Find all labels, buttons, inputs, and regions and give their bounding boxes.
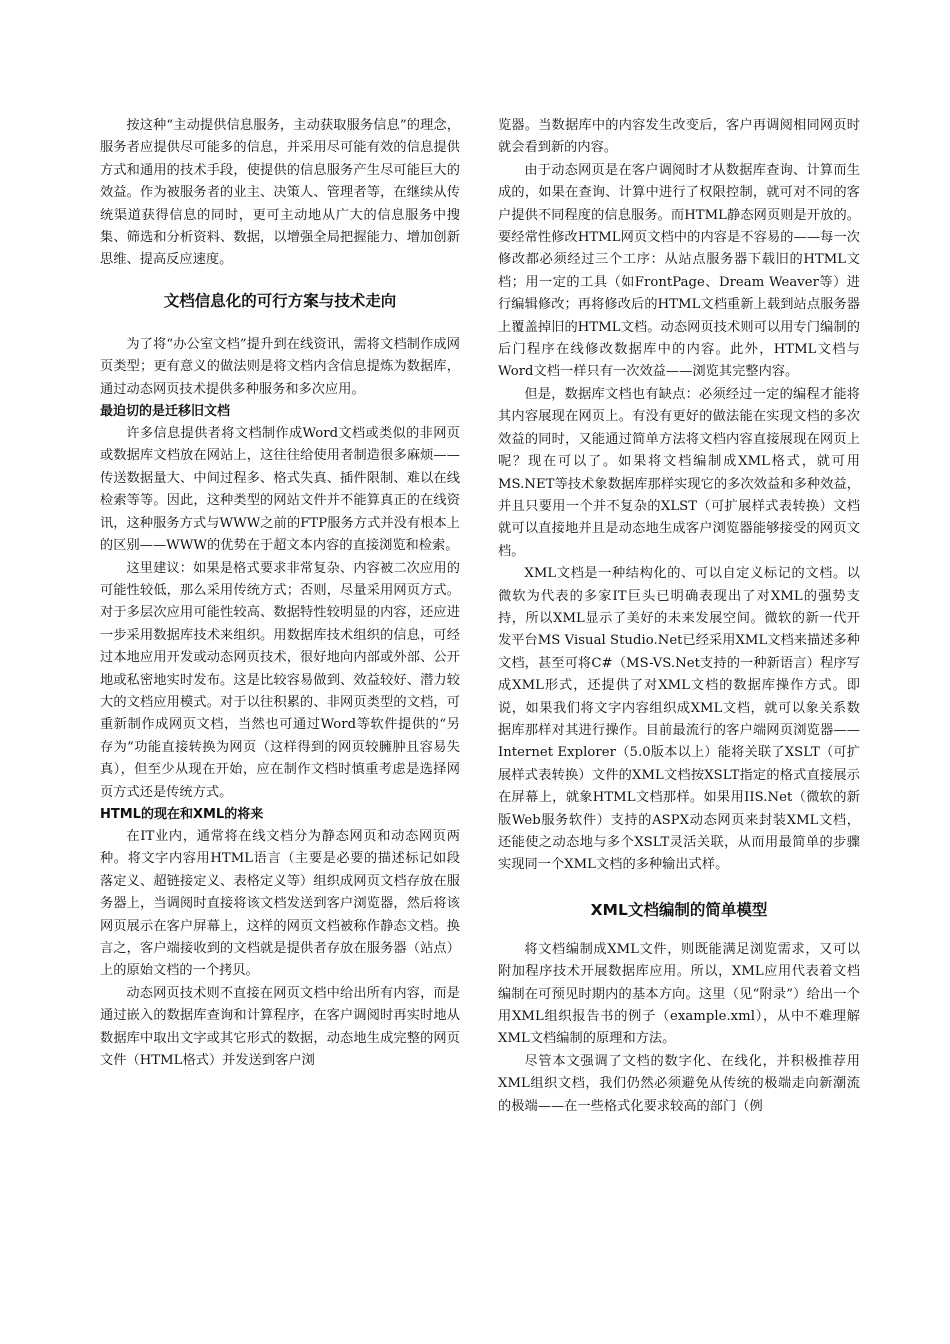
paragraph-dynamic-vs-static: 由于动态网页是在客户调阅时才从数据库查询、计算而生成的，如果在查询、计算中进行了权限控制，就可对不同的客户提供不同程度的信息服务。而HTML静态网页则是开放的。要经常性修改HTML网页文档中的内容是不容易的——每一次修改都必须经过三个工序：从站点服务器下载旧的HTML文档；用一定的工具（如FrontPage、Dream Weaver等）进行编辑修改；再将修改后的HTML文档重新上载到站点服务器上覆盖掉旧的HTML文档。动态网页技术则可以用专门编制的后门程序在线修改数据库中的内容。此外，HTML文档与Word文档一样只有一次效益——浏览其完整内容。	[498, 162, 860, 380]
subheading-html-xml: HTML的现在和XML的将来	[100, 806, 264, 822]
paragraph-caution: 尽管本文强调了文档的数字化、在线化，并积极推荐用XML组织文档，我们仍然必须避免从传统的极端走向新潮流的极端——在一些格式化要求较高的部门（例	[498, 1053, 860, 1114]
right-column	[498, 115, 860, 1118]
subheading-migrate-old-docs: 最迫切的是迁移旧文档	[100, 404, 231, 420]
paragraph-dynamic-pages: 动态网页技术则不直接在网页文档中给出所有内容，而是通过嵌入的数据库查询和计算程序，在客户调阅时再实时地从数据库中取出文字或其它形式的数据，动态地生成完整的网页文件（HTML格式）并发送到客户浏	[100, 985, 460, 1069]
paragraph-static-pages: 在IT业内，通常将在线文档分为静态网页和动态网页两种。将文字内容用HTML语言（主要是必要的描述标记如段落定义、超链接定义、表格定义等）组织成网页文档存放在服务器上，当调阅时直接将该文档发送到客户浏览器，然后将该网页展示在客户屏幕上，这样的网页文档被称作静态文档。换言之，客户端接收到的文档就是提供者存放在服务器（站点）上的原始文档的一个拷贝。	[100, 828, 460, 979]
paragraph-intro: 按这种“主动提供信息服务，主动获取服务信息”的理念，服务者应提供尽可能多的信息，并采用尽可能有效的信息提供方式和通用的技术手段，使提供的信息服务产生尽可能巨大的效益。作为被服务者的业主、决策人、管理者等，在继续从传统渠道获得信息的同时，更可主动地从广大的信息服务中搜集、筛选和分析资料、数据，以增强全局把握能力、增加创新思维、提高反应速度。	[100, 118, 460, 268]
paragraph-xml-documents: XML文档是一种结构化的、可以自定义标记的文档。以微软为代表的多家IT巨头已明确表现出了对XML的强势支持，所以XML显示了美好的未来发展空间。微软的新一代开发平台MS Visual Studio.Net已经采用XML文档来描述多种文档，甚至可将C#（MS-VS.Net支持的一种新语言）程序写成XML形式，还提供了对XML文档的数据库操作方式。即说，如果我们将文字内容组织成XML文档，就可以象关系数据库那样对其进行操作。目前最流行的客户端网页浏览器——Internet Explorer（5.0版本以上）能将关联了XSLT（可扩展样式表转换）文件的XML文档按XSLT指定的格式直接展示在屏幕上，就象HTML文档那样。如果用IIS.Net（微软的新版Web服务软件）支持的ASPX动态网页来封装XML文档，还能使之动态地与多个XSLT灵活关联，从而用最简单的步骤实现同一个XML文档的多种输出式样。	[498, 566, 860, 873]
paragraph-continued: 览器。当数据库中的内容发生改变后，客户再调阅相同网页时就会看到新的内容。	[498, 118, 860, 156]
left-column	[100, 115, 460, 1118]
paragraph-word-docs: 许多信息提供者将文档制作成Word文档或类似的非网页或数据库文档放在网站上，这往往给使用者制造很多麻烦——传送数据量大、中间过程多、格式失真、插件限制、难以在线检索等等。因此，这种类型的网站文件并不能算真正的在线资讯，这种服务方式与WWW之前的FTP服务方式并没有根本上的区别——WWW的优势在于超文本内容的直接浏览和检索。	[100, 426, 460, 554]
paragraph-xml-model: 将文档编制成XML文件，则既能满足浏览需求，又可以附加程序技术开展数据库应用。所以，XML应用代表着文档编制在可预见时期内的基本方向。这里（见“附录”）给出一个用XML组织报告书的例子（example.xml），从中不难理解XML文档编制的原理和方法。	[498, 941, 860, 1047]
section-heading-feasibility: 文档信息化的可行方案与技术走向	[163, 291, 397, 310]
section-heading-xml-model: XML文档编制的简单模型	[590, 900, 768, 919]
paragraph-office-docs: 为了将“办公室文档”提升到在线资讯，需将文档制作成网页类型；更有意义的做法则是将文档内含信息提炼为数据库，通过动态网页技术提供多种服务和多次应用。	[100, 336, 460, 397]
paragraph-database-drawbacks: 但是，数据库文档也有缺点：必须经过一定的编程才能将其内容展现在网页上。有没有更好的做法能在实现文档的多次效益的同时，又能通过简单方法将文档内容直接展现在网页上呢？现在可以了。如果将文档编制成XML格式，就可用MS.NET等技术象数据库那样实现它的多次效益和多种效益，并且只要用一个并不复杂的XLST（可扩展样式表转换）文档就可以直接地并且是动态地生成客户浏览器能够接受的网页文档。	[498, 386, 860, 559]
paragraph-suggestion: 这里建议：如果是格式要求非常复杂、内容被二次应用的可能性较低，那么采用传统方式；否则，尽量采用网页方式。对于多层次应用可能性较高、数据特性较明显的内容，还应进一步采用数据库技术来组织。用数据库技术组织的信息，可经过本地应用开发或动态网页技术，很好地向内部或外部、公开地或私密地实时发布。这是比较容易做到、效益较好、潜力较大的文档应用模式。对于以往积累的、非网页类型的文档，可重新制作成网页文档，当然也可通过Word等软件提供的“另存为”功能直接转换为网页（这样得到的网页较臃肿且容易失真），但至少从现在开始，应在制作文档时慎重考虑是选择网页方式还是传统方式。	[100, 560, 460, 800]
two-column-layout	[100, 115, 860, 1118]
